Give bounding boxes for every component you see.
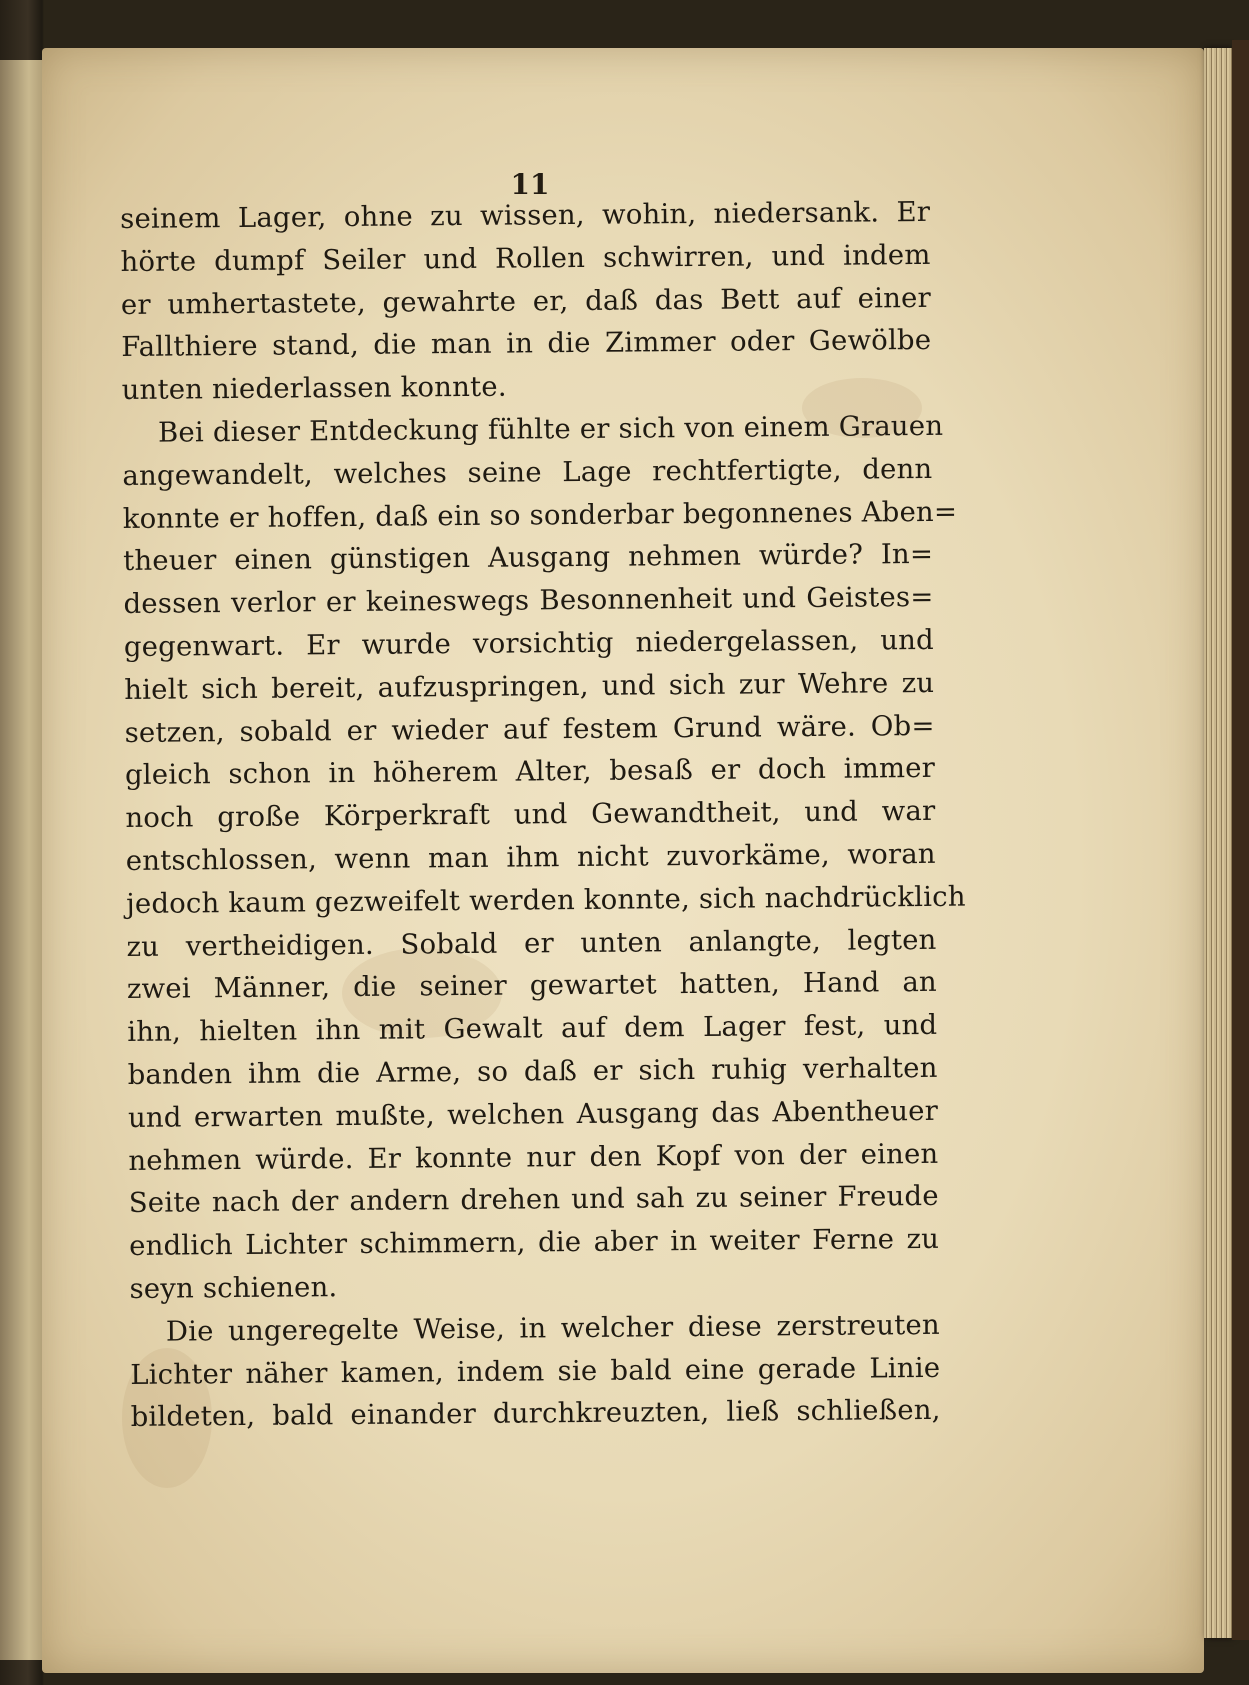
text-line: angewandelt, welches seine Lage rechtfertigte, denn xyxy=(122,452,933,492)
paragraph-start-line: Die ungeregelte Weise, in welcher diese zerstreuten xyxy=(165,1308,941,1348)
text-line: nehmen würde. Er konnte nur den Kopf von der einen xyxy=(128,1137,939,1177)
text-line: seyn schienen. xyxy=(129,1271,338,1305)
text-line: jedoch kaum gezweifelt werden konnte, sich nachdrücklich xyxy=(126,880,966,920)
text-line: zwei Männer, die seiner gewartet hatten, Hand an xyxy=(126,966,938,1006)
paragraph-start-line: Bei dieser Entdeckung fühlte er sich von einem Grauen xyxy=(157,409,944,449)
text-line: ihn, hielten ihn mit Gewalt auf dem Lager fest, und xyxy=(127,1009,938,1049)
text-line: Lichter näher kamen, indem sie bald eine gerade Linie xyxy=(130,1351,941,1391)
text-line: theuer einen günstigen Ausgang nehmen würde? In= xyxy=(123,538,934,578)
page-block-edge xyxy=(1204,48,1232,1638)
text-line: unten niederlassen konnte. xyxy=(121,370,507,407)
text-line: gegenwart. Er wurde vorsichtig niedergelassen, und xyxy=(123,623,935,663)
text-line: und erwarten mußte, welchen Ausgang das Abentheuer xyxy=(127,1094,939,1134)
text-line: hörte dumpf Seiler und Rollen schwirren, und indem xyxy=(120,238,931,278)
text-line: endlich Lichter schimmern, die aber in weiter Ferne zu xyxy=(129,1223,940,1263)
text-line: setzen, sobald er wieder auf festem Grund wäre. Ob= xyxy=(124,709,935,749)
book-cover-edge xyxy=(1232,40,1249,1640)
text-line: hielt sich bereit, aufzuspringen, und sich zur Wehre zu xyxy=(124,666,935,706)
text-line: gleich schon in höherem Alter, besaß er doch immer xyxy=(124,752,936,792)
body-text xyxy=(120,191,966,1439)
text-line: zu vertheidigen. Sobald er unten anlangte, legten xyxy=(126,923,937,963)
text-line: seinem Lager, ohne zu wissen, wohin, niedersank. Er xyxy=(120,195,931,235)
text-line: bildeten, bald einander durchkreuzten, ließ schließen, xyxy=(130,1394,941,1434)
text-line: Fallthiere stand, die man in die Zimmer oder Gewölbe xyxy=(121,324,932,364)
text-line: entschlossen, wenn man ihm nicht zuvorkäme, woran xyxy=(125,837,936,877)
text-line: noch große Körperkraft und Gewandtheit, und war xyxy=(125,795,936,835)
page-number: 11 xyxy=(510,168,550,201)
text-line: konnte er hoffen, daß ein so sonderbar begonnenes Aben= xyxy=(122,495,958,535)
text-line: dessen verlor er keineswegs Besonnenheit und Geistes= xyxy=(123,581,934,621)
facing-page-edge xyxy=(0,60,48,1660)
text-line: banden ihm die Arme, so daß er sich ruhig verhalten xyxy=(127,1051,938,1091)
text-line: er umhertastete, gewahrte er, daß das Bett auf einer xyxy=(120,281,932,321)
text-line: Seite nach der andern drehen und sah zu seiner Freude xyxy=(128,1180,939,1220)
